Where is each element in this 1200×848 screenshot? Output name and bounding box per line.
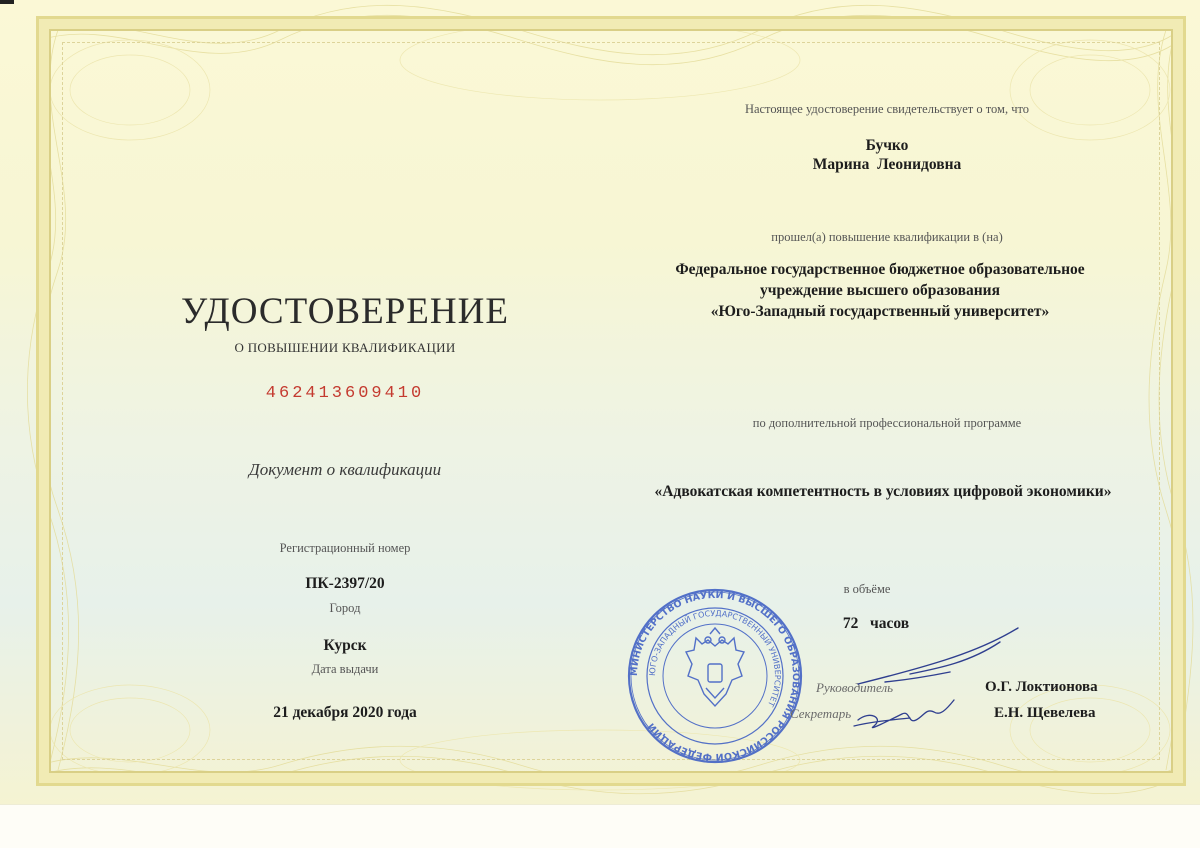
registration-label: Регистрационный номер xyxy=(279,541,411,555)
program-label: по дополнительной профессиональной программе xyxy=(752,416,1022,430)
director-name: О.Г. Локтионова xyxy=(985,679,1098,695)
program-name: «Адвокатская компетентность в условиях цифровой экономики» xyxy=(654,483,1112,500)
certificate-number: 462413609410 xyxy=(265,384,425,403)
certificate-subtitle: О ПОВЫШЕНИИ КВАЛИФИКАЦИИ xyxy=(234,340,456,355)
passed-text: прошел(а) повышение квалификации в (на) xyxy=(771,230,1003,244)
coat-of-arms-icon xyxy=(686,628,744,706)
official-seal xyxy=(624,588,806,764)
certificate-title: УДОСТОВЕРЕНИЕ xyxy=(181,291,509,332)
city-label: Город xyxy=(329,601,361,615)
scan-edge xyxy=(0,0,14,4)
organization-line: учреждение высшего образования xyxy=(760,282,1000,299)
hours-value: 72 часов xyxy=(842,615,910,632)
secretary-name: Е.Н. Щевелева xyxy=(994,705,1096,721)
secretary-role: Секретарь xyxy=(790,706,852,721)
volume-label: в объёме xyxy=(843,582,891,596)
holder-last-name: Бучко xyxy=(865,137,909,154)
registration-number: ПК-2397/20 xyxy=(305,575,385,592)
document-kind: Документ о квалификации xyxy=(248,460,442,479)
holder-first-middle-name: Марина Леонидовна xyxy=(812,156,962,173)
seal-inner-text: ЮГО-ЗАПАДНЫЙ ГОСУДАРСТВЕННЫЙ УНИВЕРСИТЕТ xyxy=(647,608,783,708)
city-value: Курск xyxy=(323,637,367,654)
organization-line: Федеральное государственное бюджетное образовательное xyxy=(675,261,1085,278)
secretary-signature xyxy=(850,690,970,734)
seal-outer-text: МИНИСТЕРСТВО НАУКИ И ВЫСШЕГО ОБРАЗОВАНИЯ РОССИЙСКОЙ ФЕДЕРАЦИИ xyxy=(628,589,802,763)
certificate-intro: Настоящее удостоверение свидетельствует о том, что xyxy=(744,102,1030,116)
organization-line: «Юго-Западный государственный университет» xyxy=(710,303,1050,320)
issue-date-label: Дата выдачи xyxy=(311,662,379,676)
issue-date: 21 декабря 2020 года xyxy=(273,704,417,721)
director-role: Руководитель xyxy=(816,680,894,695)
